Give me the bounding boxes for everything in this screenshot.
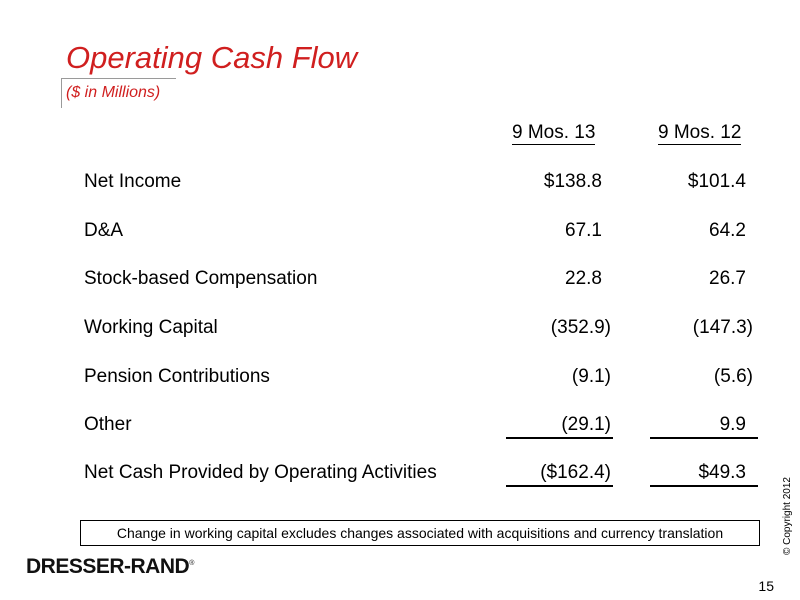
subtotal-underline-9mos13 bbox=[506, 437, 613, 439]
total-underline-9mos13 bbox=[506, 485, 613, 487]
value-net-income-9mos12: $101.4 bbox=[687, 171, 746, 192]
total-underline-9mos12 bbox=[650, 485, 758, 487]
slide-title: Operating Cash Flow bbox=[66, 40, 358, 75]
value-pension-9mos13: (9.1) bbox=[571, 366, 611, 387]
value-other-9mos12: 9.9 bbox=[719, 414, 746, 435]
row-label-da: D&A bbox=[84, 220, 124, 241]
page-number: 15 bbox=[758, 578, 774, 594]
value-net-income-9mos13: $138.8 bbox=[543, 171, 602, 192]
row-label-pension: Pension Contributions bbox=[84, 366, 270, 387]
row-label-stock-comp: Stock-based Compensation bbox=[84, 268, 318, 289]
value-pension-9mos12: (5.6) bbox=[713, 366, 753, 387]
value-stock-comp-9mos13: 22.8 bbox=[565, 268, 602, 289]
copyright-notice: © Copyright 2012 bbox=[782, 477, 793, 555]
value-da-9mos12: 64.2 bbox=[709, 220, 746, 241]
row-label-net-income: Net Income bbox=[84, 171, 182, 192]
title-bracket bbox=[61, 78, 62, 108]
column-header-9mos13: 9 Mos. 13 bbox=[512, 122, 596, 143]
company-logo: DRESSER-RAND® bbox=[26, 555, 194, 578]
column-header-9mos12: 9 Mos. 12 bbox=[658, 122, 742, 143]
value-working-capital-9mos12: (147.3) bbox=[692, 317, 753, 338]
slide-subtitle: ($ in Millions) bbox=[66, 84, 161, 101]
value-net-cash-9mos12: $49.3 bbox=[698, 462, 746, 483]
value-working-capital-9mos13: (352.9) bbox=[550, 317, 611, 338]
value-stock-comp-9mos12: 26.7 bbox=[709, 268, 746, 289]
value-da-9mos13: 67.1 bbox=[565, 220, 602, 241]
row-label-working-capital: Working Capital bbox=[84, 317, 218, 338]
row-label-other: Other bbox=[84, 414, 132, 435]
value-other-9mos13: (29.1) bbox=[561, 414, 611, 435]
value-net-cash-9mos13: ($162.4) bbox=[540, 462, 611, 483]
footnote-box: Change in working capital excludes changes associated with acquisitions and currency translation bbox=[80, 520, 760, 546]
row-label-net-cash: Net Cash Provided by Operating Activities bbox=[84, 462, 437, 483]
subtotal-underline-9mos12 bbox=[650, 437, 758, 439]
